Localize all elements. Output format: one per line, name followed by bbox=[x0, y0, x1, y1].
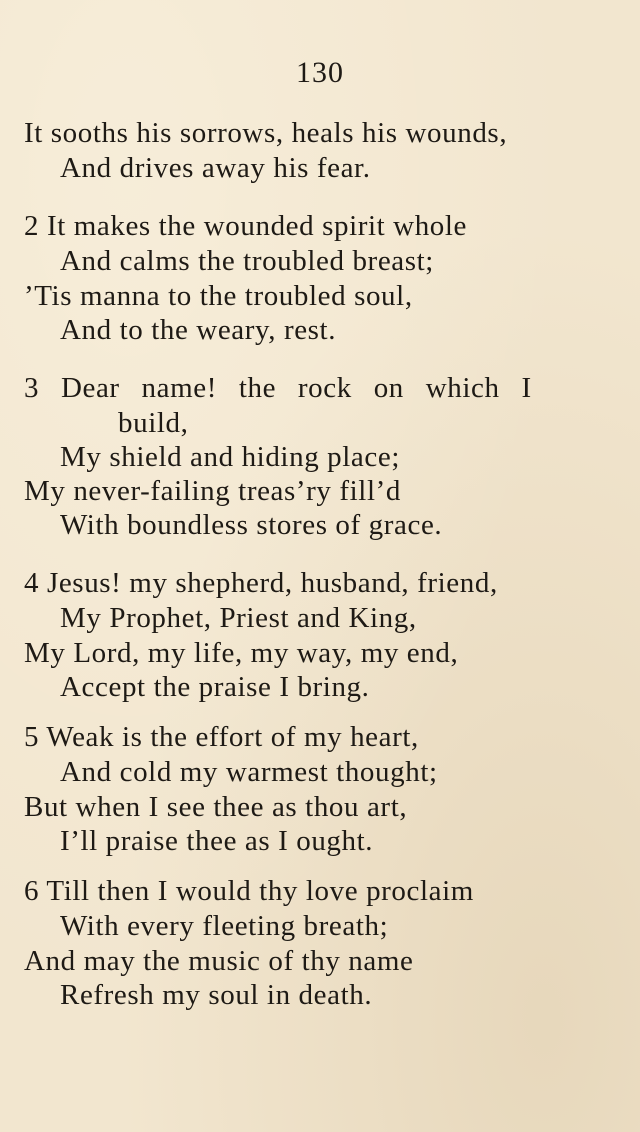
verse-line: 5 Weak is the effort of my heart, bbox=[24, 721, 419, 753]
verse-line: With boundless stores of grace. bbox=[60, 509, 443, 541]
verse-line: ’Tis manna to the troubled soul, bbox=[24, 280, 413, 312]
verse-line: 3 Dear name! the rock on which I bbox=[24, 372, 532, 404]
verse-line: build, bbox=[118, 407, 189, 439]
verse-line: And drives away his fear. bbox=[60, 152, 371, 184]
verse-line: Refresh my soul in death. bbox=[60, 979, 373, 1011]
verse-line: I’ll praise thee as I ought. bbox=[60, 825, 374, 857]
page-number: 130 bbox=[296, 56, 344, 89]
verse-line: 4 Jesus! my shepherd, husband, friend, bbox=[24, 567, 498, 599]
verse-line: And calms the troubled breast; bbox=[60, 245, 434, 277]
verse-line: My never-failing treas’ry fill’d bbox=[24, 475, 401, 507]
verse-line: My shield and hiding place; bbox=[60, 441, 400, 473]
verse-line: 2 It makes the wounded spirit whole bbox=[24, 210, 468, 242]
verse-line: And to the weary, rest. bbox=[60, 314, 337, 346]
verse-line: And cold my warmest thought; bbox=[60, 756, 438, 788]
verse-line: 6 Till then I would thy love proclaim bbox=[24, 875, 474, 907]
verse-line: Accept the praise I bring. bbox=[60, 671, 370, 703]
verse-line: My Prophet, Priest and King, bbox=[60, 602, 417, 634]
verse-line: And may the music of thy name bbox=[24, 945, 414, 977]
verse-line: But when I see thee as thou art, bbox=[24, 791, 408, 823]
verse-line: With every fleeting breath; bbox=[60, 910, 389, 942]
verse-line: My Lord, my life, my way, my end, bbox=[24, 637, 459, 669]
verse-line: It sooths his sorrows, heals his wounds, bbox=[24, 117, 508, 149]
